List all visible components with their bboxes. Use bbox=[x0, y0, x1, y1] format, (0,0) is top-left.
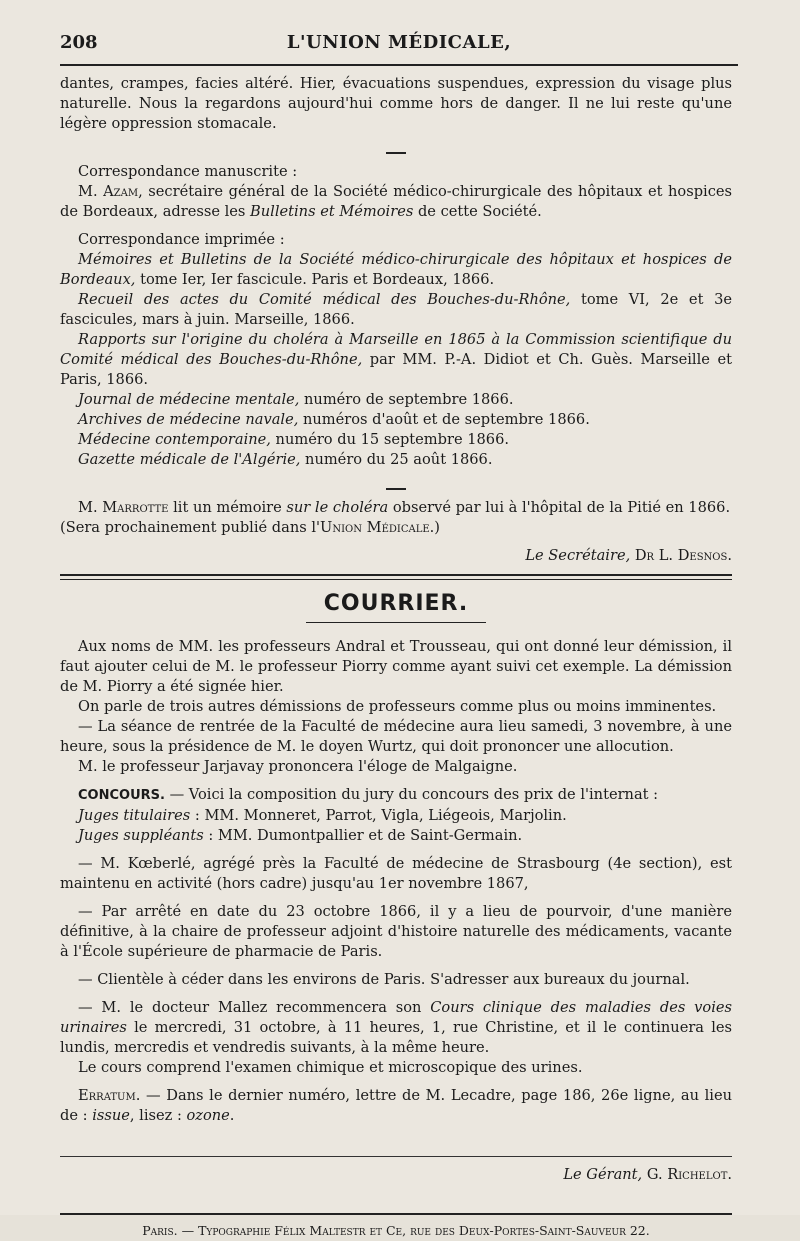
imprimee-item bbox=[60, 330, 732, 390]
erratum-label: Erratum. bbox=[78, 1087, 141, 1104]
item-title: Mémoires et Bulletins de la Société médico-chirurgicale des hôpitaux et hospices de Bordeaux, bbox=[60, 251, 732, 288]
title-underline bbox=[306, 622, 486, 623]
azam-title: Bulletins et Mémoires bbox=[250, 203, 414, 220]
item-title: Recueil des actes du Comité médical des Bouches-du-Rhône, bbox=[78, 291, 571, 308]
intro-paragraph: dantes, crampes, facies altéré. Hier, évacuations suspendues, expression du visage plus naturelle. Nous la regardons aujourd'hui comme hors de danger. Il ne lui reste qu'une légère oppression stomacale. bbox=[60, 75, 732, 132]
imprimee-item bbox=[60, 450, 732, 470]
marrotte-paragraph bbox=[60, 498, 732, 518]
courrier-paragraph: — La séance de rentrée de la Faculté de médecine aura lieu samedi, 3 novembre, à une heure, sous la présidence de M. le doyen Wurtz, qui doit prononcer une allocution. bbox=[60, 718, 732, 755]
concours-text: — Voici la composition du jury du concours des prix de l'internat : bbox=[164, 786, 659, 803]
courrier-paragraph: Aux noms de MM. les professeurs Andral et Trousseau, qui ont donné leur démission, il faut ajouter celui de M. le professeur Piorry comme ayant suivi cet exemple. La démission de M. Piorry a été signée hier. bbox=[60, 638, 732, 695]
item-title: Gazette médicale de l'Algérie, bbox=[78, 451, 301, 468]
item-text: numéros d'août et de septembre 1866. bbox=[298, 411, 590, 428]
journal-title: L'UNION MÉDICALE, bbox=[286, 32, 512, 53]
imprimee-item bbox=[60, 390, 732, 410]
gerant-name: G. Richelot. bbox=[642, 1166, 732, 1183]
juges-suppleants-label: Juges suppléants bbox=[78, 827, 204, 844]
marrotte-text-b: observé par lui à l'hôpital de la Pitié en 1866. bbox=[388, 499, 731, 516]
item-title: Journal de médecine mentale, bbox=[78, 391, 300, 408]
erratum-mid: , lisez : bbox=[129, 1107, 187, 1124]
erratum-right: ozone bbox=[186, 1107, 230, 1124]
note-journal: Union Médicale bbox=[320, 519, 430, 536]
signature-role: Le Secrétaire, bbox=[525, 547, 631, 564]
item-title: Rapports sur l'origine du choléra à Marseille en 1865 à la Commission scientifique du Comité médical des Bouches-du-Rhône, bbox=[60, 331, 732, 368]
note-text-a: (Sera prochainement publié dans l' bbox=[60, 519, 321, 536]
item-text: numéro de septembre 1866. bbox=[299, 391, 514, 408]
erratum-paragraph bbox=[60, 1086, 732, 1126]
marrotte-name: M. Marrotte bbox=[78, 499, 169, 516]
correspondance-manuscrite-heading: Correspondance manuscrite : bbox=[78, 163, 298, 180]
concours-label: CONCOURS. bbox=[78, 788, 165, 803]
courrier-paragraph: Le cours comprend l'examen chimique et microscopique des urines. bbox=[78, 1059, 583, 1076]
azam-name: M. Azam bbox=[78, 183, 139, 200]
imprint-line: Paris. — Typographie Félix Maltestr et Ce, rue des Deux-Portes-Saint-Sauveur 22. bbox=[142, 1223, 650, 1238]
note-text-b: .) bbox=[429, 519, 441, 536]
gerant-signature bbox=[60, 1165, 732, 1185]
signature-name: Dr L. Desnos. bbox=[630, 547, 732, 564]
item-text: par MM. P.-A. Didiot et Ch. Guès. Marseille et Paris, 1866. bbox=[60, 351, 732, 388]
item-title: Médecine contemporaine, bbox=[78, 431, 271, 448]
mallez-course-title: Cours clinique des maladies des voies urinaires bbox=[60, 999, 732, 1036]
gerant-role: Le Gérant, bbox=[563, 1166, 643, 1183]
azam-paragraph bbox=[60, 182, 732, 222]
marrotte-note bbox=[60, 518, 732, 538]
courrier-paragraph: — M. Kœberlé, agrégé près la Faculté de médecine de Strasbourg (4e section), est maintenu en activité (hors cadre) jusqu'au 1er novembre 1867, bbox=[60, 855, 732, 892]
courrier-paragraph: M. le professeur Jarjavay prononcera l'éloge de Malgaigne. bbox=[78, 758, 518, 775]
section-divider bbox=[386, 488, 406, 490]
page-number: 208 bbox=[60, 32, 98, 53]
imprimee-item bbox=[60, 410, 732, 430]
courrier-paragraph: On parle de trois autres démissions de professeurs comme plus ou moins imminentes. bbox=[78, 698, 717, 715]
imprimee-item bbox=[60, 430, 732, 450]
secretary-signature bbox=[60, 546, 732, 566]
juges-suppleants-text: : MM. Dumontpallier et de Saint-Germain. bbox=[203, 827, 523, 844]
item-text: tome VI, 2e et 3e fascicules, mars à juin. Marseille, 1866. bbox=[60, 291, 733, 328]
juges-titulaires-label: Juges titulaires bbox=[78, 807, 191, 824]
juges-suppleants bbox=[60, 826, 732, 846]
courrier-paragraph: — Clientèle à céder dans les environs de Paris. S'adresser aux bureaux du journal. bbox=[78, 971, 690, 988]
erratum-text-a: — Dans le dernier numéro, lettre de M. Lecadre, page 186, 26e ligne, au lieu de : bbox=[60, 1087, 732, 1124]
item-text: numéro du 15 septembre 1866. bbox=[270, 431, 510, 448]
item-text: numéro du 25 août 1866. bbox=[300, 451, 493, 468]
page-content bbox=[60, 74, 732, 1241]
marrotte-title: sur le choléra bbox=[286, 499, 389, 516]
correspondance-imprimee-heading: Correspondance imprimée : bbox=[78, 231, 285, 248]
courrier-title: COURRIER. bbox=[323, 591, 469, 616]
imprimee-item bbox=[60, 290, 732, 330]
item-title: Archives de médecine navale, bbox=[78, 411, 299, 428]
page-header bbox=[60, 32, 738, 62]
juges-titulaires bbox=[60, 806, 732, 826]
section-divider bbox=[386, 152, 406, 154]
azam-text-a: , secrétaire général de la Société médico-chirurgicale des hôpitaux et hospices de Bordeaux, adresse les bbox=[60, 183, 733, 220]
imprimee-item bbox=[60, 250, 732, 290]
erratum-wrong: issue bbox=[92, 1107, 130, 1124]
erratum-end: . bbox=[229, 1107, 235, 1124]
mallez-text-a: — M. le docteur Mallez recommencera son bbox=[78, 999, 431, 1016]
mallez-paragraph bbox=[60, 998, 732, 1058]
footer-rule bbox=[60, 1156, 732, 1157]
courrier-paragraph: — Par arrêté en date du 23 octobre 1866, il y a lieu de pourvoir, d'une manière définitive, à la chaire de professeur adjoint d'histoire naturelle des médicaments, vacante à l'École supérieure de pharmacie de Paris. bbox=[60, 903, 732, 960]
concours-paragraph bbox=[60, 785, 732, 806]
item-text: tome Ier, Ier fascicule. Paris et Bordeaux, 1866. bbox=[135, 271, 495, 288]
juges-titulaires-text: : MM. Monneret, Parrot, Vigla, Liégeois, Marjolin. bbox=[190, 807, 567, 824]
marrotte-text-a: lit un mémoire bbox=[168, 499, 287, 516]
double-divider bbox=[60, 574, 732, 580]
header-rule bbox=[60, 64, 738, 66]
mallez-text-b: le mercredi, 31 octobre, à 11 heures, 1, rue Christine, et il le continuera les lundis, mercredis et vendredis suivants, à la même heure. bbox=[60, 1019, 732, 1056]
azam-text-b: de cette Société. bbox=[413, 203, 542, 220]
